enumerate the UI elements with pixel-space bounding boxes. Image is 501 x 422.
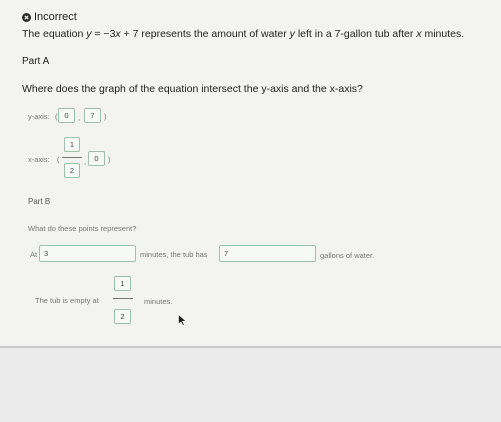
x-axis-comma: , <box>84 157 87 166</box>
y-intercept-x-field[interactable]: 0 <box>58 108 75 123</box>
x-intercept-fraction-bar <box>62 157 82 158</box>
sentence1-suffix: gallons of water. <box>320 251 375 260</box>
y-axis-label: y-axis: <box>28 112 50 121</box>
part-a-prompt: Where does the graph of the equation intersect the y-axis and the x-axis? <box>22 83 363 95</box>
x-intercept-y-field[interactable]: 0 <box>88 151 105 166</box>
x-axis-label: x-axis: <box>28 155 50 164</box>
gallons-field[interactable]: 7 <box>219 245 316 262</box>
incorrect-icon <box>22 13 31 22</box>
sentence2-suffix: minutes. <box>144 297 173 306</box>
part-b-label: Part B <box>28 197 51 206</box>
status-label: Incorrect <box>34 11 77 23</box>
empty-time-numerator-field[interactable]: 1 <box>114 276 131 291</box>
y-intercept-y-field[interactable]: 7 <box>84 108 101 123</box>
sentence1-prefix: At <box>30 250 38 259</box>
x-axis-open-paren: ( <box>57 155 60 164</box>
x-intercept-numerator-field[interactable]: 1 <box>64 137 80 152</box>
part-b-prompt: What do these points represent? <box>28 224 137 233</box>
y-axis-close-paren: ) <box>104 112 107 121</box>
question-text: The equation y = −3x + 7 represents the amount of water y left in a 7-gallon tub after x minutes. <box>22 28 465 40</box>
minutes-field[interactable]: 3 <box>39 245 136 262</box>
x-intercept-denominator-field[interactable]: 2 <box>64 163 80 178</box>
y-axis-open-paren: ( <box>55 112 58 121</box>
mouse-pointer-icon <box>178 313 187 331</box>
empty-time-fraction-bar <box>113 298 133 299</box>
sentence1-middle: minutes, the tub has <box>140 250 208 259</box>
y-axis-comma: , <box>78 113 81 122</box>
status-indicator <box>22 11 77 23</box>
x-axis-close-paren: ) <box>108 155 111 164</box>
part-a-label: Part A <box>22 56 50 67</box>
sentence2-prefix: The tub is empty at <box>35 296 99 305</box>
bottom-divider <box>0 346 501 348</box>
empty-time-denominator-field[interactable]: 2 <box>114 309 131 324</box>
